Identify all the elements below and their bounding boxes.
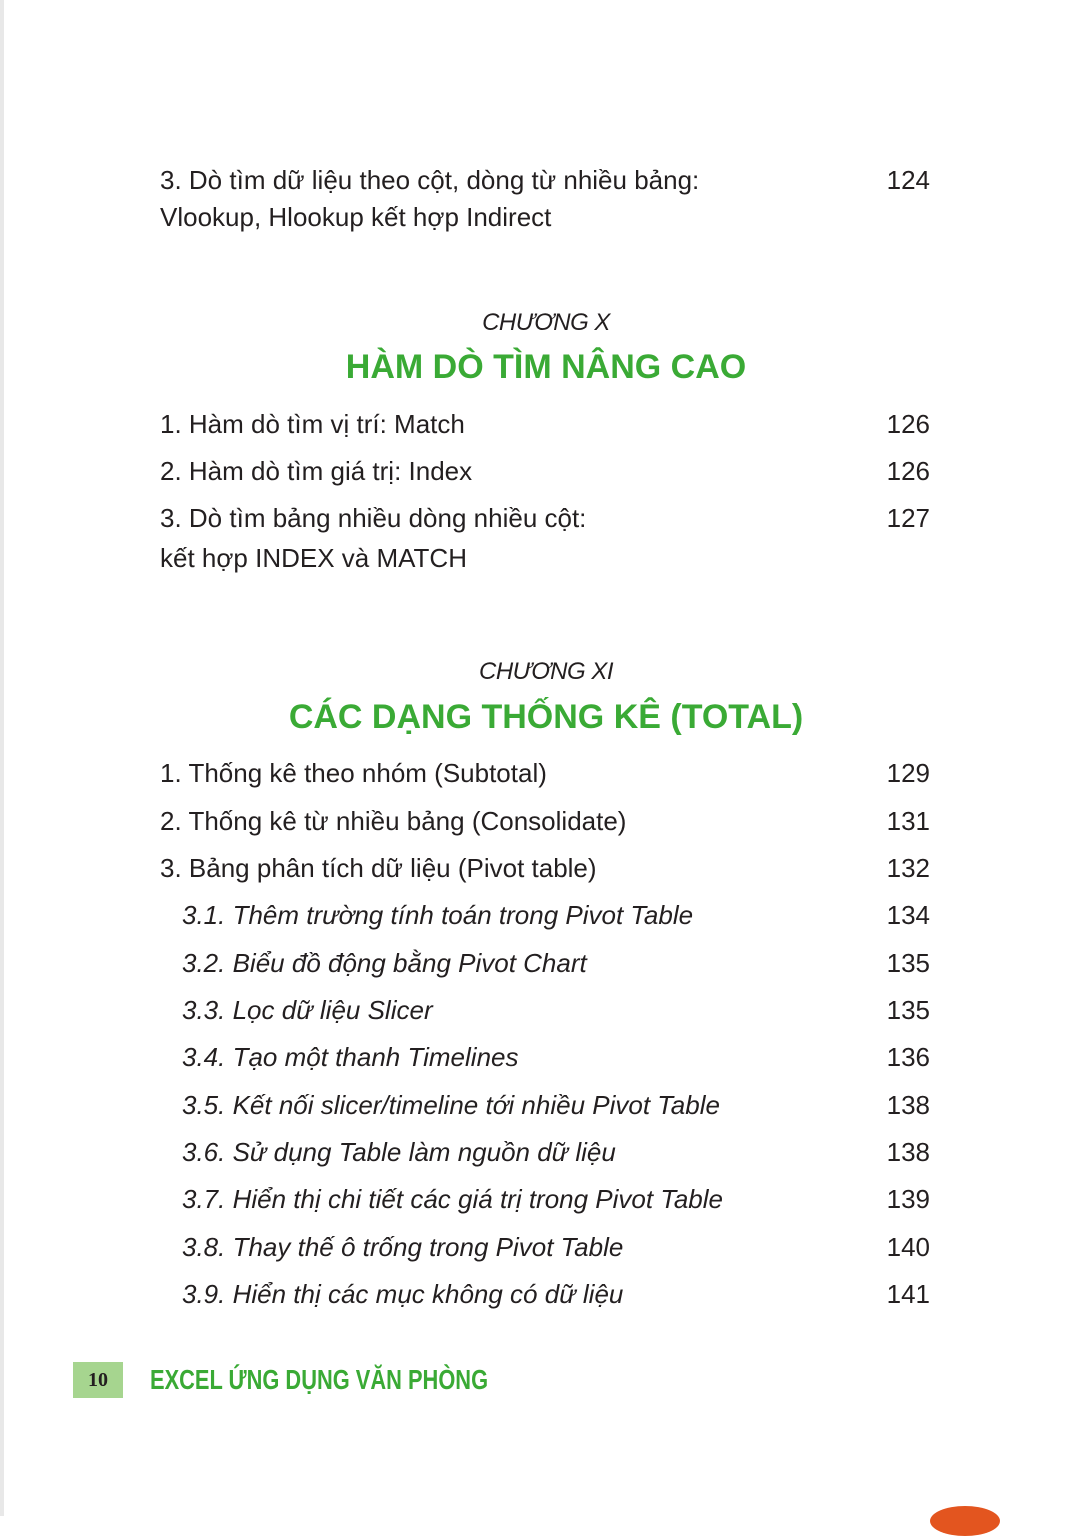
- toc-subentry-page: 135: [886, 948, 930, 978]
- toc-entry-label: 3. Dò tìm bảng nhiều dòng nhiều cột:: [160, 503, 587, 533]
- toc-entry-label: 2. Hàm dò tìm giá trị: Index: [160, 456, 473, 486]
- toc-subentry-page: 134: [886, 900, 930, 930]
- toc-subentry-label: 3.6. Sử dụng Table làm nguồn dữ liệu: [182, 1137, 616, 1167]
- toc-subentry-page: 138: [886, 1137, 930, 1167]
- toc-entry-continuation: Vlookup, Hlookup kết hợp Indirect: [160, 202, 552, 232]
- toc-subentry-label: 3.4. Tạo một thanh Timelines: [182, 1042, 519, 1072]
- toc-entry-page: 124: [886, 165, 930, 195]
- toc-entry-label: 3. Bảng phân tích dữ liệu (Pivot table): [160, 853, 597, 883]
- toc-entry-label: 1. Thống kê theo nhóm (Subtotal): [160, 758, 547, 788]
- toc-subentry-page: 136: [886, 1042, 930, 1072]
- toc-subentry-label: 3.2. Biểu đồ động bằng Pivot Chart: [182, 948, 587, 978]
- toc-subentry-label: 3.1. Thêm trường tính toán trong Pivot Table: [182, 900, 694, 930]
- toc-subentry-label: 3.7. Hiển thị chi tiết các giá trị trong Pivot Table: [182, 1184, 723, 1214]
- toc-subentry-page: 135: [886, 995, 930, 1025]
- toc-subentry-label: 3.3. Lọc dữ liệu Slicer: [182, 995, 433, 1025]
- footer-book-title: EXCEL ỨNG DỤNG VĂN PHÒNG: [150, 1364, 489, 1395]
- corner-decoration: [930, 1506, 1000, 1536]
- toc-subentry-page: 141: [886, 1279, 930, 1309]
- footer-page-number: 10: [73, 1362, 123, 1398]
- toc-subentry-page: 139: [886, 1184, 930, 1214]
- toc-entry-label: 3. Dò tìm dữ liệu theo cột, dòng từ nhiều bảng:: [160, 165, 700, 195]
- toc-entry-page: 132: [886, 853, 930, 883]
- toc-subentry-page: 138: [886, 1090, 930, 1120]
- toc-subentry-label: 3.8. Thay thế ô trống trong Pivot Table: [182, 1232, 624, 1262]
- toc-entry-page: 126: [886, 409, 930, 439]
- toc-entry-page: 126: [886, 456, 930, 486]
- chapter-title: CÁC DẠNG THỐNG KÊ (TOTAL): [288, 698, 804, 736]
- toc-entry-page: 131: [886, 806, 930, 836]
- toc-subentry-label: 3.5. Kết nối slicer/timeline tới nhiều Pivot Table: [182, 1090, 720, 1120]
- toc-subentry-page: 140: [886, 1232, 930, 1262]
- toc-entry-label: 1. Hàm dò tìm vị trí: Match: [160, 409, 465, 439]
- chapter-label: CHƯƠNG XI: [478, 658, 614, 685]
- toc-subentry-label: 3.9. Hiển thị các mục không có dữ liệu: [182, 1279, 624, 1309]
- chapter-label: CHƯƠNG X: [482, 309, 610, 336]
- toc-entry-continuation: kết hợp INDEX và MATCH: [160, 543, 467, 573]
- toc-entry-page: 127: [886, 503, 930, 533]
- toc-entry-page: 129: [886, 758, 930, 788]
- page-edge: [0, 0, 4, 1516]
- chapter-title: HÀM DÒ TÌM NÂNG CAO: [345, 348, 747, 386]
- toc-entry-label: 2. Thống kê từ nhiều bảng (Consolidate): [160, 806, 627, 836]
